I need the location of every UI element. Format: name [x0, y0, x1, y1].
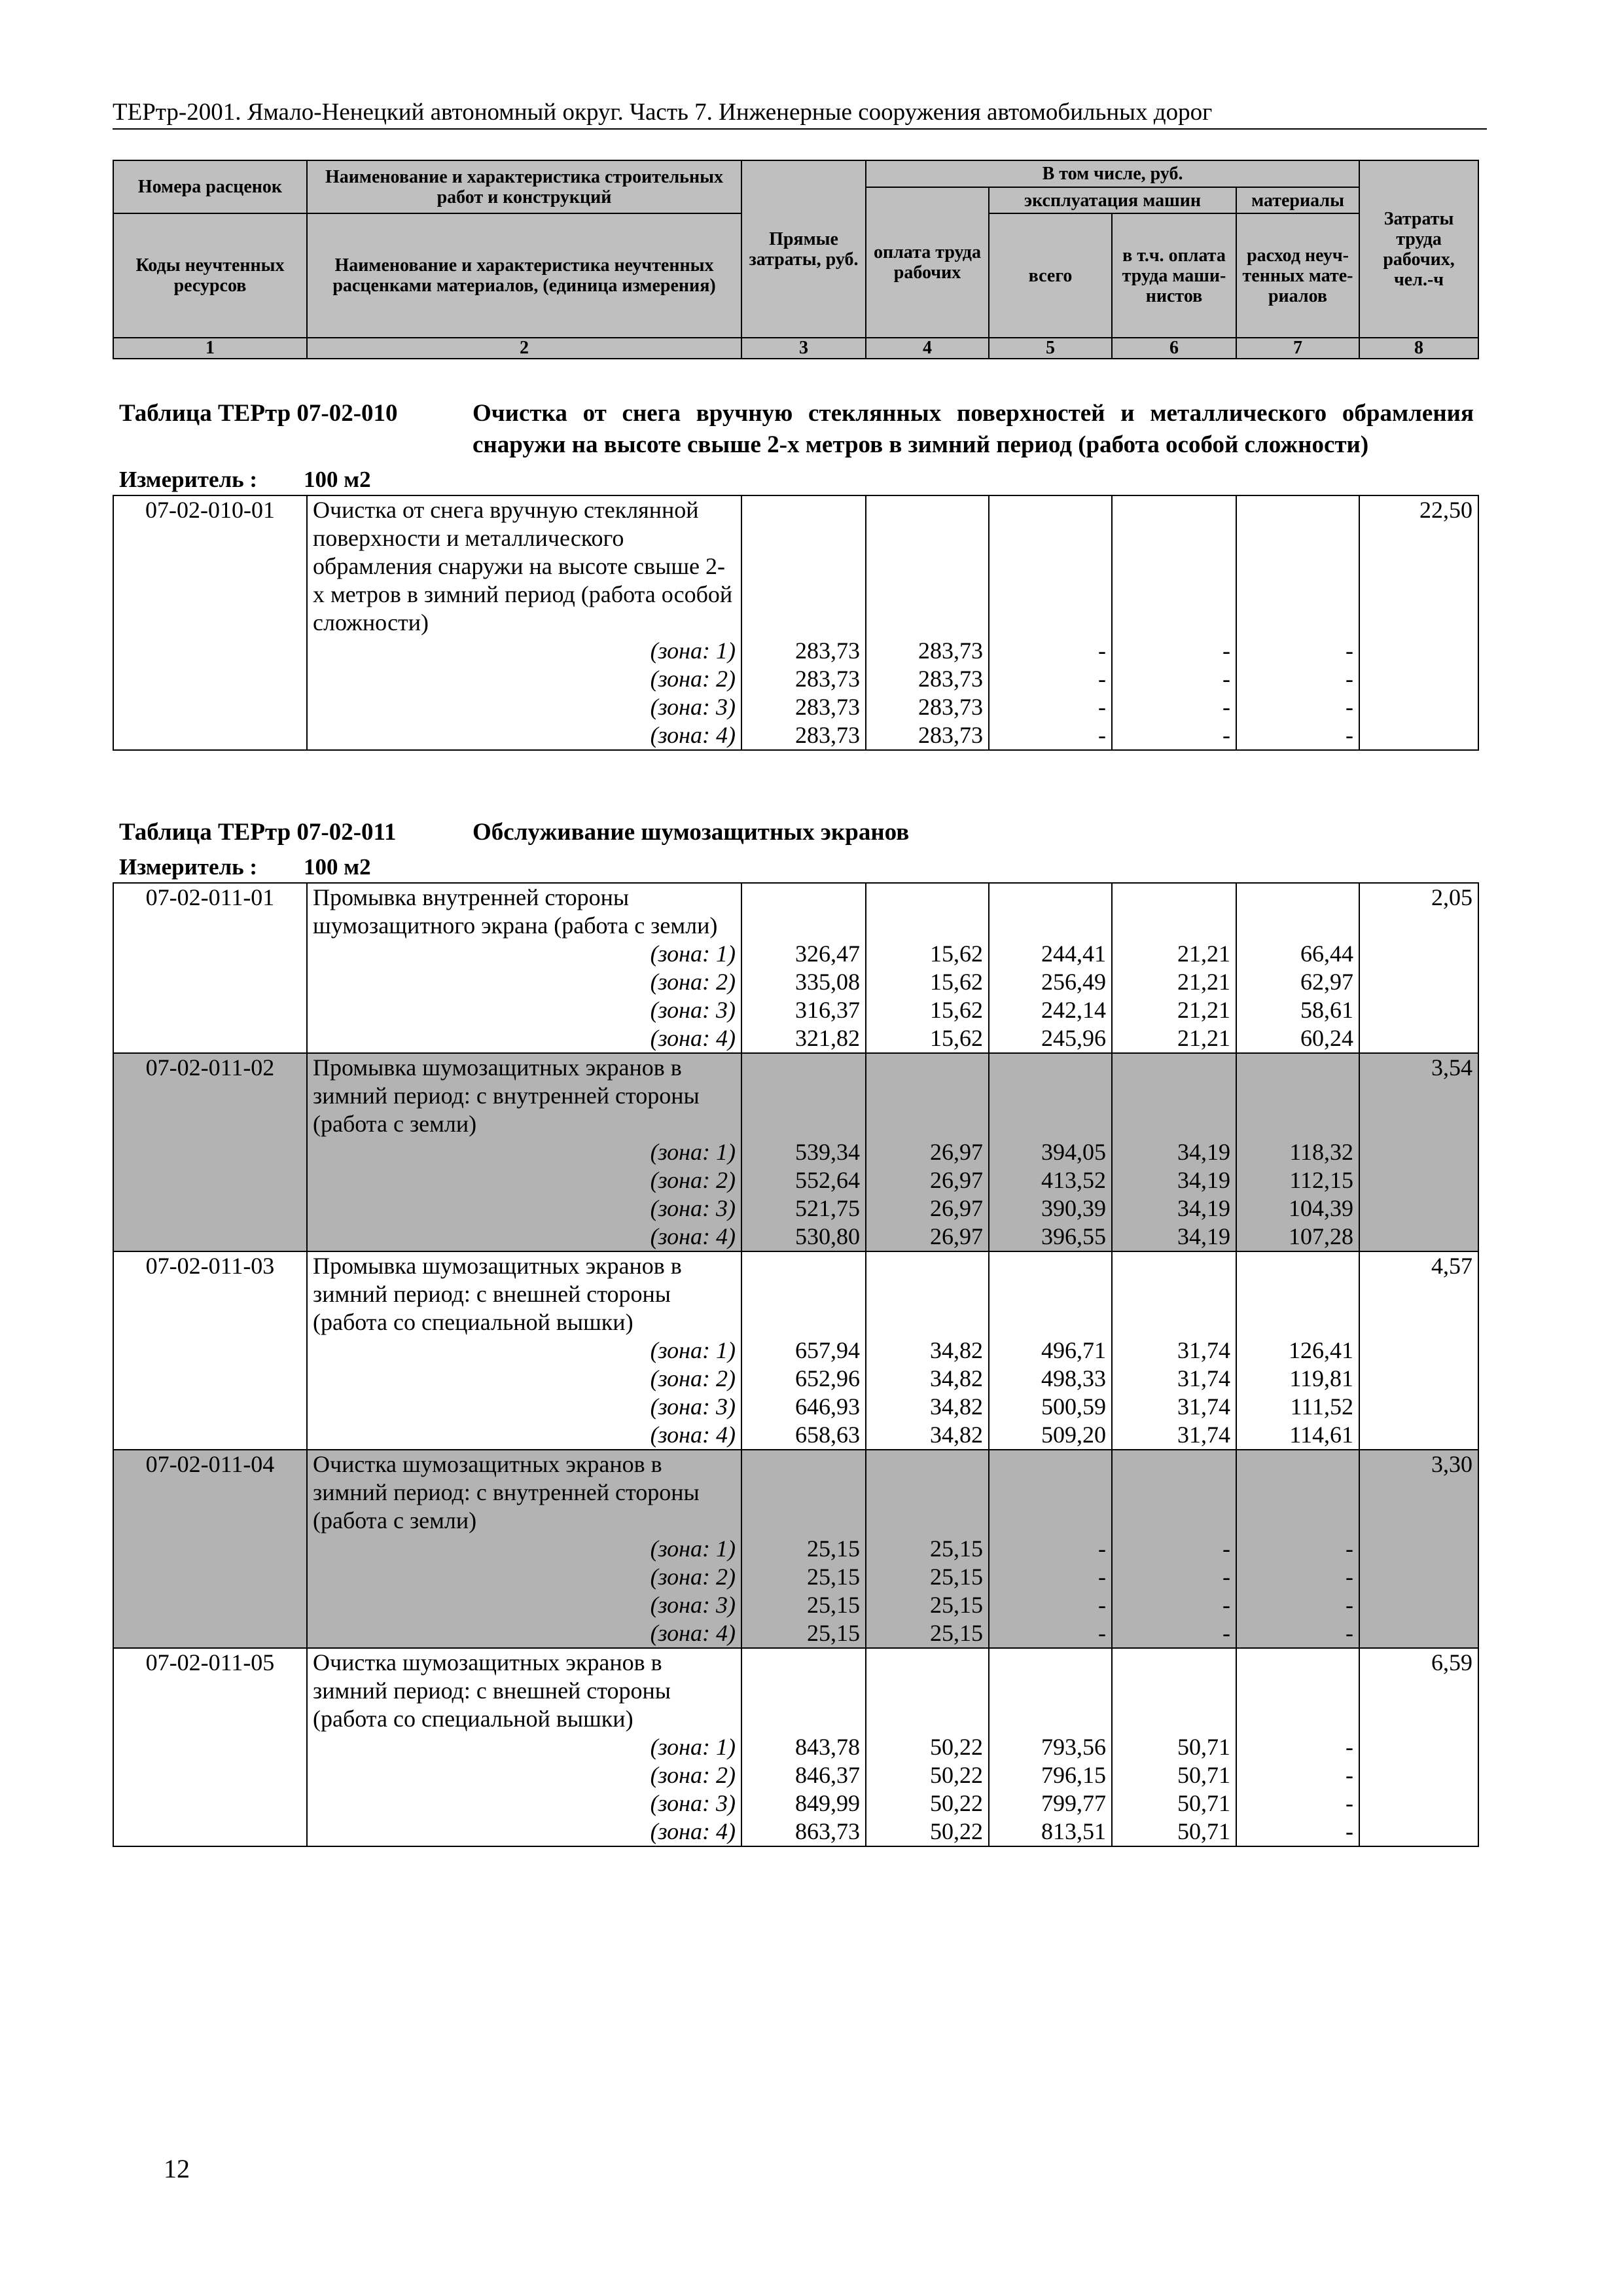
value-cell: [989, 495, 1112, 637]
zone-value: -: [1236, 665, 1359, 693]
value-cell: [1236, 1450, 1359, 1535]
zone-label: (зона: 2): [307, 1166, 741, 1194]
rate-code-cell: [113, 1619, 307, 1648]
labor-cell: [1359, 1393, 1478, 1421]
labor-cell: [1359, 1024, 1478, 1053]
rate-code-cell: [113, 1223, 307, 1251]
rate-code-cell: [113, 1535, 307, 1563]
rate-code-cell: [113, 1194, 307, 1223]
zone-value: 335,08: [741, 968, 866, 996]
zone-value: -: [1112, 1563, 1236, 1591]
labor-cell: [1359, 1789, 1478, 1818]
zone-label: (зона: 4): [307, 1619, 741, 1648]
zone-value: -: [989, 721, 1112, 750]
header-work-name: Наименование и характеристика строительных работ и конструкций: [307, 160, 741, 213]
column-number: 8: [1359, 338, 1478, 359]
zone-value: 34,82: [866, 1393, 989, 1421]
rate-code-cell: [113, 1393, 307, 1421]
measure-line: [113, 466, 1487, 493]
labor-cell: [1359, 1166, 1478, 1194]
zone-value: -: [1112, 721, 1236, 750]
zone-label: (зона: 3): [307, 996, 741, 1024]
zone-value: 283,73: [741, 721, 866, 750]
zone-value: 34,19: [1112, 1166, 1236, 1194]
rate-code-cell: [113, 637, 307, 665]
zone-value: 15,62: [866, 940, 989, 968]
zone-value: 104,39: [1236, 1194, 1359, 1223]
labor-cell: [1359, 1733, 1478, 1761]
zone-value: 34,82: [866, 1365, 989, 1393]
value-cell: [1112, 883, 1236, 940]
table-heading: [113, 817, 1487, 848]
zone-value: -: [989, 1591, 1112, 1619]
rate-description: Промывка шумозащитных экранов в зимний период: с внутренней стороны (работа с земли): [307, 1053, 741, 1138]
value-cell: [866, 1648, 989, 1733]
zone-label: (зона: 2): [307, 665, 741, 693]
value-cell: [1112, 1450, 1236, 1535]
labor-cell: [1359, 1591, 1478, 1619]
zone-value: 25,15: [866, 1535, 989, 1563]
zone-value: -: [1112, 1619, 1236, 1648]
column-number: 7: [1236, 338, 1359, 359]
zone-value: 119,81: [1236, 1365, 1359, 1393]
rate-code-cell: [113, 1563, 307, 1591]
zone-label: (зона: 1): [307, 940, 741, 968]
rate-description: Очистка шумозащитных экранов в зимний период: с внешней стороны (работа со специальной вышки): [307, 1648, 741, 1733]
zone-label: (зона: 4): [307, 1024, 741, 1053]
rate-code: 07-02-011-03: [113, 1251, 307, 1336]
value-cell: [1112, 495, 1236, 637]
labor-cost: 2,05: [1359, 883, 1478, 940]
zone-value: 530,80: [741, 1223, 866, 1251]
zone-value: 25,15: [866, 1591, 989, 1619]
labor-cell: [1359, 1421, 1478, 1450]
zone-value: 846,37: [741, 1761, 866, 1789]
labor-cell: [1359, 1563, 1478, 1591]
header-direct-costs: Прямые затраты, руб.: [741, 160, 866, 338]
rate-code-cell: [113, 996, 307, 1024]
rate-code-cell: [113, 721, 307, 750]
rate-code-cell: [113, 693, 307, 721]
rate-row-group: [113, 1251, 1478, 1450]
labor-cell: [1359, 637, 1478, 665]
rate-code: 07-02-011-02: [113, 1053, 307, 1138]
zone-value: 25,15: [866, 1563, 989, 1591]
zone-value: 50,22: [866, 1761, 989, 1789]
rate-table-section: [113, 817, 1487, 1847]
zone-label: (зона: 4): [307, 721, 741, 750]
labor-cell: [1359, 1365, 1478, 1393]
zone-label: (зона: 1): [307, 1733, 741, 1761]
zone-value: -: [1236, 637, 1359, 665]
labor-cost: 3,30: [1359, 1450, 1478, 1535]
rate-row-group: [113, 1053, 1478, 1251]
zone-value: 66,44: [1236, 940, 1359, 968]
zone-value: 31,74: [1112, 1336, 1236, 1365]
zone-value: 60,24: [1236, 1024, 1359, 1053]
column-number: 2: [307, 338, 741, 359]
zone-value: 34,19: [1112, 1223, 1236, 1251]
value-cell: [989, 1450, 1112, 1535]
value-cell: [1236, 1053, 1359, 1138]
rate-code-cell: [113, 1591, 307, 1619]
zone-value: -: [1112, 1535, 1236, 1563]
zone-value: 256,49: [989, 968, 1112, 996]
zone-value: -: [1236, 1789, 1359, 1818]
rate-code-cell: [113, 665, 307, 693]
zone-value: -: [1236, 1591, 1359, 1619]
value-cell: [741, 495, 866, 637]
value-cell: [1112, 1648, 1236, 1733]
zone-value: 15,62: [866, 1024, 989, 1053]
zone-label: (зона: 4): [307, 1818, 741, 1846]
header-labor-costs: Затраты труда рабочих, чел.-ч: [1359, 160, 1478, 338]
zone-value: 413,52: [989, 1166, 1112, 1194]
zone-value: 321,82: [741, 1024, 866, 1053]
zone-value: 539,34: [741, 1138, 866, 1166]
zone-value: 50,22: [866, 1789, 989, 1818]
column-number: 4: [866, 338, 989, 359]
value-cell: [741, 1450, 866, 1535]
zone-value: 34,82: [866, 1336, 989, 1365]
zone-label: (зона: 3): [307, 1591, 741, 1619]
rate-row-group: [113, 495, 1478, 750]
header-machines: эксплуатация машин: [989, 187, 1236, 213]
zone-label: (зона: 2): [307, 1365, 741, 1393]
zone-value: 58,61: [1236, 996, 1359, 1024]
zone-value: 245,96: [989, 1024, 1112, 1053]
measure-value: 100 м2: [304, 467, 371, 492]
zone-value: -: [1236, 1619, 1359, 1648]
zone-value: 50,22: [866, 1733, 989, 1761]
zone-value: 646,93: [741, 1393, 866, 1421]
table-code: Таблица ТЕРтр 07-02-011: [119, 819, 397, 846]
zone-value: -: [1236, 693, 1359, 721]
rate-code-cell: [113, 1336, 307, 1365]
zone-label: (зона: 2): [307, 1761, 741, 1789]
rates-table: [113, 882, 1479, 1847]
zone-value: 813,51: [989, 1818, 1112, 1846]
labor-cost: 22,50: [1359, 495, 1478, 637]
rate-code-cell: [113, 1421, 307, 1450]
value-cell: [741, 1053, 866, 1138]
rate-code: 07-02-011-05: [113, 1648, 307, 1733]
value-cell: [1236, 495, 1359, 637]
zone-value: 34,19: [1112, 1194, 1236, 1223]
labor-cell: [1359, 1818, 1478, 1846]
running-header: ТЕРтр-2001. Ямало-Ненецкий автономный округ. Часть 7. Инженерные сооружения автомобильных дорог: [113, 98, 1487, 130]
zone-label: (зона: 1): [307, 1535, 741, 1563]
zone-value: 25,15: [741, 1591, 866, 1619]
zone-label: (зона: 2): [307, 968, 741, 996]
zone-value: 657,94: [741, 1336, 866, 1365]
rate-code-cell: [113, 1761, 307, 1789]
zone-value: -: [1236, 1818, 1359, 1846]
zone-value: 25,15: [741, 1563, 866, 1591]
rate-description: Очистка шумозащитных экранов в зимний период: с внутренней стороны (работа с земли): [307, 1450, 741, 1535]
zone-label: (зона: 3): [307, 693, 741, 721]
zone-value: 283,73: [741, 665, 866, 693]
zone-label: (зона: 1): [307, 637, 741, 665]
labor-cell: [1359, 1535, 1478, 1563]
zone-value: 15,62: [866, 996, 989, 1024]
header-machinist-pay: в т.ч. оплата труда маши-нистов: [1112, 213, 1236, 338]
zone-label: (зона: 1): [307, 1336, 741, 1365]
value-cell: [1236, 883, 1359, 940]
zone-label: (зона: 4): [307, 1421, 741, 1450]
value-cell: [741, 1251, 866, 1336]
zone-value: 652,96: [741, 1365, 866, 1393]
rate-code-cell: [113, 1138, 307, 1166]
zone-value: 843,78: [741, 1733, 866, 1761]
labor-cost: 6,59: [1359, 1648, 1478, 1733]
zone-value: -: [1236, 1733, 1359, 1761]
rate-code: 07-02-010-01: [113, 495, 307, 637]
value-cell: [866, 495, 989, 637]
header-worker-pay: оплата труда рабочих: [866, 187, 989, 338]
column-header-table: [113, 160, 1479, 359]
labor-cell: [1359, 1194, 1478, 1223]
rate-table-section: [113, 398, 1487, 751]
zone-value: 21,21: [1112, 968, 1236, 996]
labor-cell: [1359, 940, 1478, 968]
zone-value: -: [1112, 665, 1236, 693]
value-cell: [989, 1053, 1112, 1138]
labor-cell: [1359, 693, 1478, 721]
rate-description: Промывка внутренней стороны шумозащитного экрана (работа с земли): [307, 883, 741, 940]
measure-label: Измеритель :: [119, 467, 258, 492]
zone-label: (зона: 1): [307, 1138, 741, 1166]
zone-value: -: [1112, 693, 1236, 721]
table-heading: [113, 398, 1487, 461]
zone-value: 50,22: [866, 1818, 989, 1846]
rate-code-cell: [113, 1733, 307, 1761]
value-cell: [866, 1251, 989, 1336]
header-resource-codes: Коды неучтенных ресурсов: [113, 213, 307, 338]
zone-value: 34,19: [1112, 1138, 1236, 1166]
page-number: 12: [164, 2154, 190, 2183]
zone-value: 31,74: [1112, 1393, 1236, 1421]
measure-value: 100 м2: [304, 854, 371, 880]
zone-value: 50,71: [1112, 1761, 1236, 1789]
header-rate-numbers: Номера расценок: [113, 160, 307, 213]
zone-value: 283,73: [866, 665, 989, 693]
column-number: 6: [1112, 338, 1236, 359]
labor-cell: [1359, 1619, 1478, 1648]
zone-value: 394,05: [989, 1138, 1112, 1166]
zone-value: 496,71: [989, 1336, 1112, 1365]
zone-value: 25,15: [741, 1535, 866, 1563]
labor-cost: 3,54: [1359, 1053, 1478, 1138]
value-cell: [1236, 1251, 1359, 1336]
rate-code-cell: [113, 940, 307, 968]
rate-description: Очистка от снега вручную стеклянной поверхности и металлического обрамления снаружи на высоте свыше 2-х метров в зимний период (работа особой сложности): [307, 495, 741, 637]
value-cell: [866, 1450, 989, 1535]
zone-value: 316,37: [741, 996, 866, 1024]
zone-value: 50,71: [1112, 1733, 1236, 1761]
table-title: Очистка от снега вручную стеклянных поверхностей и металлического обрамления снаружи на высоте свыше 2-х метров в зимний период (работа особой сложности): [473, 400, 1474, 458]
rate-code-cell: [113, 968, 307, 996]
zone-value: 111,52: [1236, 1393, 1359, 1421]
zone-value: -: [989, 637, 1112, 665]
zone-value: 118,32: [1236, 1138, 1359, 1166]
labor-cost: 4,57: [1359, 1251, 1478, 1336]
zone-label: (зона: 3): [307, 1194, 741, 1223]
rate-row-group: [113, 1648, 1478, 1846]
zone-value: -: [989, 693, 1112, 721]
zone-value: -: [1236, 1761, 1359, 1789]
zone-value: 509,20: [989, 1421, 1112, 1450]
labor-cell: [1359, 1223, 1478, 1251]
zone-value: 863,73: [741, 1818, 866, 1846]
zone-value: -: [989, 1563, 1112, 1591]
zone-value: 283,73: [866, 721, 989, 750]
zone-value: 15,62: [866, 968, 989, 996]
zone-value: 21,21: [1112, 996, 1236, 1024]
column-number: 1: [113, 338, 307, 359]
zone-label: (зона: 2): [307, 1563, 741, 1591]
zone-value: 126,41: [1236, 1336, 1359, 1365]
zone-value: -: [1112, 1591, 1236, 1619]
zone-value: 283,73: [741, 637, 866, 665]
zone-value: 658,63: [741, 1421, 866, 1450]
value-cell: [989, 883, 1112, 940]
zone-value: 390,39: [989, 1194, 1112, 1223]
header-machines-total: всего: [989, 213, 1112, 338]
value-cell: [1112, 1053, 1236, 1138]
zone-label: (зона: 3): [307, 1393, 741, 1421]
zone-value: -: [989, 1535, 1112, 1563]
zone-label: (зона: 3): [307, 1789, 741, 1818]
header-materials: материалы: [1236, 187, 1359, 213]
zone-value: 799,77: [989, 1789, 1112, 1818]
zone-value: 21,21: [1112, 1024, 1236, 1053]
zone-value: 283,73: [741, 693, 866, 721]
zone-value: 62,97: [1236, 968, 1359, 996]
column-number: 3: [741, 338, 866, 359]
zone-value: 793,56: [989, 1733, 1112, 1761]
labor-cell: [1359, 1761, 1478, 1789]
value-cell: [989, 1251, 1112, 1336]
value-cell: [989, 1648, 1112, 1733]
zone-value: -: [989, 1619, 1112, 1648]
rate-code-cell: [113, 1789, 307, 1818]
zone-value: -: [1236, 721, 1359, 750]
header-material-names: Наименование и характеристика неучтенных расценками материалов, (единица измерения): [307, 213, 741, 338]
table-code: Таблица ТЕРтр 07-02-010: [119, 400, 398, 427]
rates-table: [113, 495, 1479, 751]
value-cell: [1236, 1648, 1359, 1733]
labor-cell: [1359, 968, 1478, 996]
labor-cell: [1359, 665, 1478, 693]
zone-value: 107,28: [1236, 1223, 1359, 1251]
zone-value: 326,47: [741, 940, 866, 968]
zone-value: 283,73: [866, 693, 989, 721]
zone-value: 25,15: [866, 1619, 989, 1648]
labor-cell: [1359, 721, 1478, 750]
rate-row-group: [113, 1450, 1478, 1648]
value-cell: [866, 883, 989, 940]
rate-code-cell: [113, 1818, 307, 1846]
zone-value: 25,15: [741, 1619, 866, 1648]
measure-label: Измеритель :: [119, 854, 258, 880]
value-cell: [866, 1053, 989, 1138]
zone-value: 31,74: [1112, 1365, 1236, 1393]
zone-value: -: [989, 665, 1112, 693]
labor-cell: [1359, 1336, 1478, 1365]
column-number: 5: [989, 338, 1112, 359]
zone-value: 498,33: [989, 1365, 1112, 1393]
zone-value: 521,75: [741, 1194, 866, 1223]
labor-cell: [1359, 1138, 1478, 1166]
value-cell: [741, 1648, 866, 1733]
zone-value: 34,82: [866, 1421, 989, 1450]
rate-code-cell: [113, 1024, 307, 1053]
zone-value: 26,97: [866, 1166, 989, 1194]
rate-description: Промывка шумозащитных экранов в зимний период: с внешней стороны (работа со специальной вышки): [307, 1251, 741, 1336]
zone-value: 849,99: [741, 1789, 866, 1818]
header-material-consumption: расход неуч-тенных мате-риалов: [1236, 213, 1359, 338]
zone-value: 112,15: [1236, 1166, 1359, 1194]
measure-line: [113, 853, 1487, 881]
zone-value: 244,41: [989, 940, 1112, 968]
labor-cell: [1359, 996, 1478, 1024]
rate-code: 07-02-011-04: [113, 1450, 307, 1535]
rate-code-cell: [113, 1166, 307, 1194]
rate-code-cell: [113, 1365, 307, 1393]
zone-value: 552,64: [741, 1166, 866, 1194]
zone-value: 50,71: [1112, 1789, 1236, 1818]
zone-value: 283,73: [866, 637, 989, 665]
zone-value: 50,71: [1112, 1818, 1236, 1846]
zone-value: 21,21: [1112, 940, 1236, 968]
value-cell: [1112, 1251, 1236, 1336]
zone-value: -: [1112, 637, 1236, 665]
zone-value: 26,97: [866, 1138, 989, 1166]
zone-value: -: [1236, 1563, 1359, 1591]
zone-value: 396,55: [989, 1223, 1112, 1251]
value-cell: [741, 883, 866, 940]
zone-value: 242,14: [989, 996, 1112, 1024]
zone-value: 26,97: [866, 1223, 989, 1251]
zone-value: 796,15: [989, 1761, 1112, 1789]
zone-label: (зона: 4): [307, 1223, 741, 1251]
rate-code: 07-02-011-01: [113, 883, 307, 940]
zone-value: 114,61: [1236, 1421, 1359, 1450]
table-title: Обслуживание шумозащитных экранов: [473, 819, 910, 846]
zone-value: -: [1236, 1535, 1359, 1563]
header-including: В том числе, руб.: [866, 160, 1359, 187]
zone-value: 500,59: [989, 1393, 1112, 1421]
rate-row-group: [113, 883, 1478, 1053]
zone-value: 26,97: [866, 1194, 989, 1223]
zone-value: 31,74: [1112, 1421, 1236, 1450]
